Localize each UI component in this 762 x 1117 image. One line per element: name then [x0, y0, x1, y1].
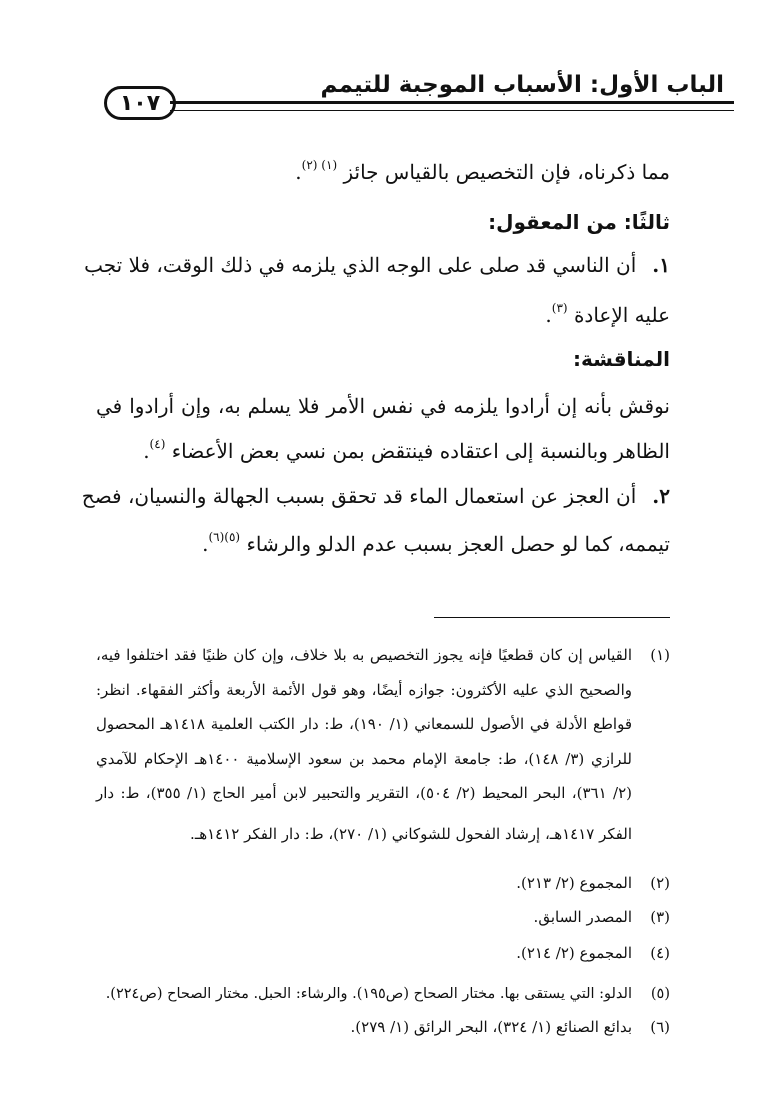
- footnote-label: (٥): [650, 986, 670, 1002]
- footnote-1-line-5: (٢/ ٣٦١)، البحر المحيط (٢/ ٥٠٤)، التقرير والتحبير لابن أمير الحاج (١/ ٣٥٥)، ط: دار: [96, 784, 633, 802]
- item-1-line-1: [84, 251, 670, 279]
- footnote-text: المجموع (٢/ ٢١٤).: [516, 944, 632, 962]
- discussion-line-1: نوقش بأنه إن أرادوا يلزمه في نفس الأمر فلا يسلم به، وإن أرادوا في: [96, 394, 670, 418]
- footnote-2: [516, 872, 670, 894]
- body-text: مما ذكرناه، فإن التخصيص بالقياس جائز: [343, 160, 670, 184]
- body-text: أن الناسي قد صلى على الوجه الذي يلزمه في ذلك الوقت، فلا تجب: [84, 253, 637, 277]
- footnote-text: المصدر السابق.: [533, 908, 632, 926]
- item-number: ١.: [652, 253, 670, 277]
- sentence-end: .: [295, 160, 302, 184]
- item-2-line-2: [202, 530, 670, 558]
- body-line-1: [295, 158, 670, 186]
- footnote-4: [516, 942, 670, 964]
- footnote-label: (٢): [650, 874, 670, 892]
- footnote-6: [351, 1016, 670, 1038]
- footnote-separator: [434, 617, 670, 618]
- footnote-label: (٤): [650, 944, 670, 962]
- body-text: تيممه، كما لو حصل العجز بسبب عدم الدلو والرشاء: [246, 532, 670, 556]
- footnote-ref: (٥)(٦): [208, 530, 241, 544]
- item-number: ٢.: [652, 484, 670, 508]
- sentence-end: .: [545, 303, 552, 327]
- page-number: ١٠٧: [104, 86, 176, 120]
- chapter-title: الباب الأول: الأسباب الموجبة للتيمم: [320, 72, 724, 98]
- footnote-ref: (١) (٢): [301, 158, 338, 172]
- footnote-ref: (٣): [551, 301, 568, 315]
- footnote-1-line-1: [96, 644, 670, 666]
- body-text: عليه الإعادة: [573, 303, 670, 327]
- header-rule: [170, 101, 734, 111]
- body-text: الظاهر وبالنسبة إلى اعتقاده فينتقض بمن نسي بعض الأعضاء: [171, 439, 670, 463]
- footnote-text: بدائع الصنائع (١/ ٣٢٤)، البحر الرائق (١/ ٢٧٩).: [350, 1018, 632, 1036]
- footnote-3: [534, 906, 670, 928]
- footnote-1-line-6: الفكر ١٤١٧هـ، إرشاد الفحول للشوكاني (١/ ٢٧٠)، ط: دار الفكر ١٤١٢هـ.: [190, 825, 632, 843]
- body-text: أن العجز عن استعمال الماء قد تحقق بسبب الجهالة والنسيان، فصح: [81, 484, 637, 508]
- footnote-1-line-3: قواطع الأدلة في الأصول للسمعاني (١/ ١٩٠)، ط: دار الكتب العلمية ١٤١٨هـ المحصول: [96, 715, 632, 733]
- sentence-end: .: [202, 532, 209, 556]
- item-1-line-2: [545, 301, 670, 329]
- footnote-label: (١): [650, 646, 670, 664]
- sentence-end: .: [143, 439, 150, 463]
- discussion-heading: المناقشة:: [572, 347, 670, 371]
- section-heading: ثالثًا: من المعقول:: [488, 210, 670, 234]
- item-2-line-1: [81, 482, 670, 510]
- footnote-ref: (٤): [149, 437, 166, 451]
- footnote-1-line-2: والصحيح الذي عليه الأكثرون: جوازه أيضًا، وهو قول الأئمة الأربعة وأكثر الفقهاء. انظر:: [96, 681, 632, 699]
- footnote-5: [106, 983, 670, 1005]
- footnote-label: (٣): [650, 908, 670, 926]
- discussion-line-2: [143, 437, 670, 465]
- footnote-text: الدلو: التي يستقى بها. مختار الصحاح (ص١٩٥). والرشاء: الحبل. مختار الصحاح (ص٢٢٤).: [105, 986, 632, 1002]
- footnote-text: المجموع (٢/ ٢١٣).: [516, 874, 632, 892]
- footnote-label: (٦): [650, 1018, 670, 1036]
- footnote-1-line-4: للرازي (٣/ ١٤٨)، ط: جامعة الإمام محمد بن سعود الإسلامية ١٤٠٠هـ الإحكام للآمدي: [96, 750, 632, 768]
- footnote-text: القياس إن كان قطعيًا فإنه يجوز التخصيص به بلا خلاف، وإن كان ظنيًا فقد اختلفوا فيه،: [96, 646, 632, 664]
